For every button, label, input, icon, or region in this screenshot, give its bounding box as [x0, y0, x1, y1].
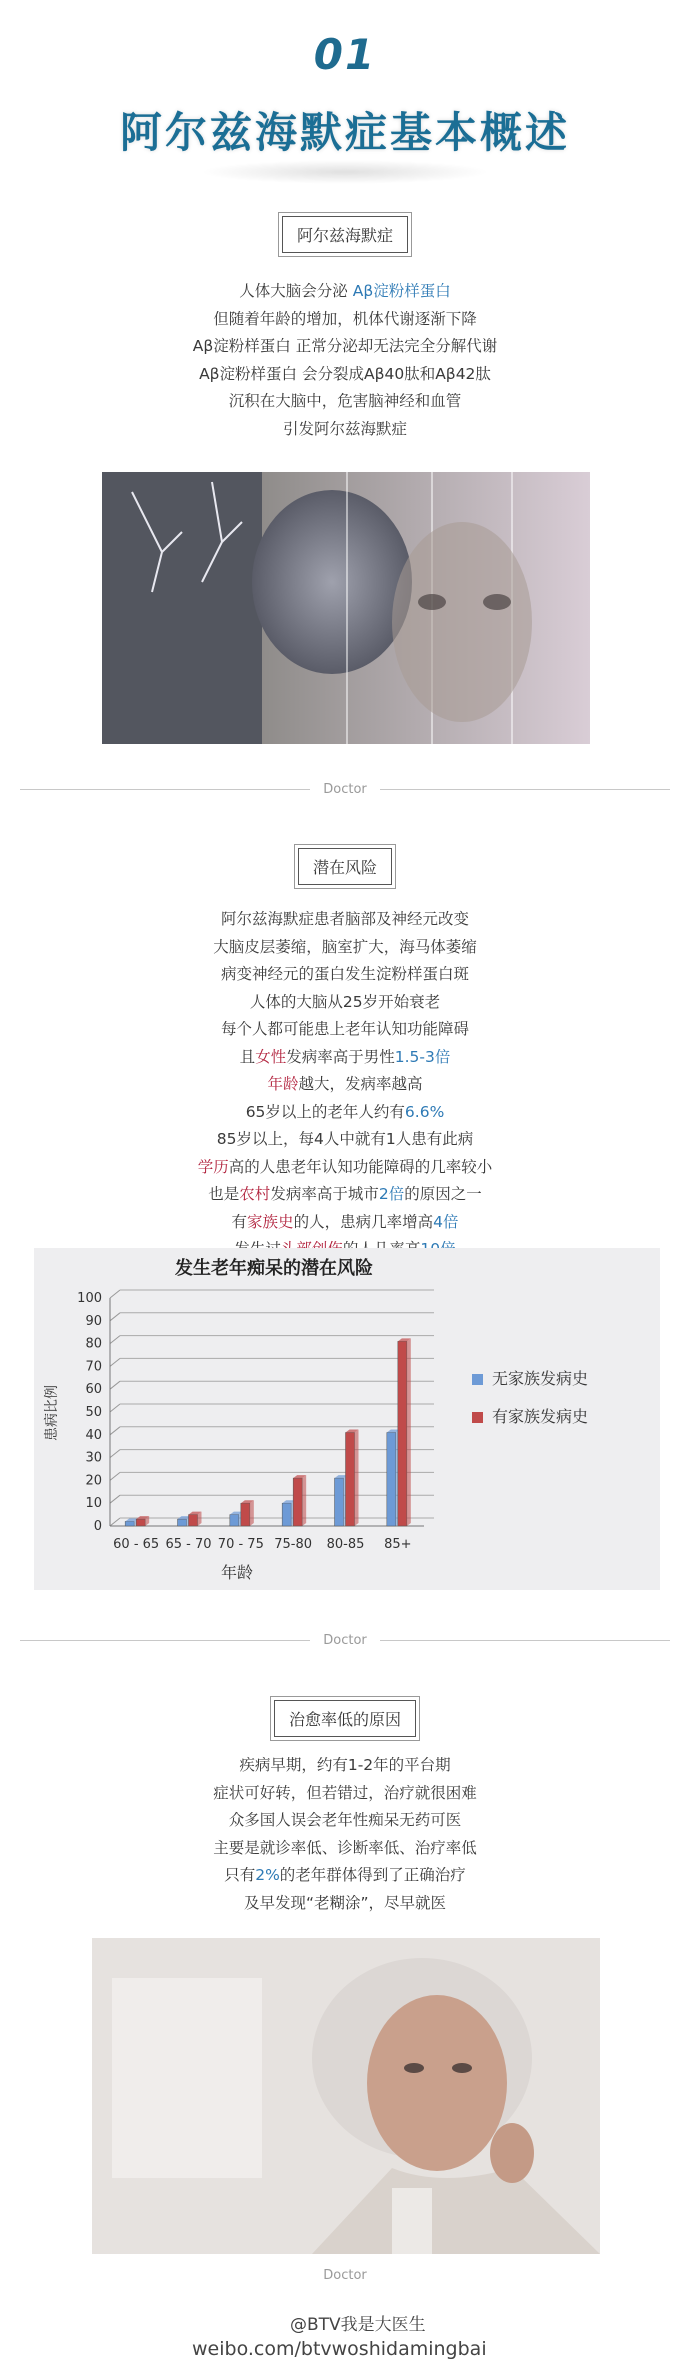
- divider-label: Doctor: [323, 782, 367, 797]
- y-tick-label: 20: [85, 1473, 102, 1489]
- text-line: [0, 1862, 690, 1890]
- section-title-label: 治愈率低的原因: [274, 1700, 416, 1737]
- bar-family-history: [398, 1341, 407, 1526]
- bar-side: [407, 1338, 411, 1526]
- gridline-diag: [110, 1381, 120, 1389]
- line-text: 的老年群体得到了正确治疗: [279, 1866, 466, 1884]
- y-tick-label: 100: [77, 1291, 102, 1306]
- chart-title: 发生老年痴呆的潜在风险: [175, 1258, 373, 1279]
- bar-side: [250, 1500, 254, 1526]
- text-line: [0, 416, 690, 444]
- gridline-diag: [110, 1472, 120, 1480]
- y-tick-label: 90: [85, 1313, 102, 1329]
- gridline-diag: [110, 1495, 120, 1503]
- line-text: 的原因之一: [404, 1185, 482, 1203]
- line-text: 且: [239, 1047, 256, 1066]
- text-line: [0, 1780, 690, 1808]
- highlight-text: Aβ淀粉样蛋白: [352, 282, 451, 300]
- text-line: [0, 1209, 690, 1237]
- y-tick-label: 80: [85, 1336, 102, 1352]
- divider-doctor: [20, 782, 670, 796]
- bar-family-history: [241, 1503, 250, 1526]
- risk-bar-chart: [34, 1248, 660, 1590]
- text-line: [0, 278, 690, 306]
- text-line: [0, 1099, 690, 1127]
- text-line: [0, 1807, 690, 1835]
- text-line: [0, 361, 690, 389]
- highlight-text: 学历: [197, 1157, 229, 1176]
- elderly-woman-taking-pill-photo: [92, 1938, 600, 2254]
- text-line: [0, 1016, 690, 1044]
- y-tick-label: 70: [85, 1359, 102, 1375]
- x-tick-label: 80-85: [326, 1537, 365, 1552]
- line-text: 每个人都可能患上老年认知功能障碍: [220, 1020, 469, 1038]
- bar-family-history: [293, 1478, 302, 1526]
- highlight-text: 年龄: [267, 1075, 299, 1093]
- line-text: 65岁以上的老年人约有: [245, 1102, 405, 1121]
- line-text: 大脑皮层萎缩，脑室扩大，海马体萎缩: [213, 937, 477, 956]
- text-line: [0, 1752, 690, 1780]
- elderly-woman-illustration: [92, 1938, 600, 2254]
- brain-aging-photo: [102, 472, 590, 744]
- highlight-text: 1.5-3倍: [394, 1047, 451, 1066]
- x-tick-label: 70 - 75: [217, 1537, 264, 1552]
- line-text: 越大，发病率越高: [298, 1075, 423, 1093]
- section-title-risk: [0, 848, 690, 885]
- text-line: [0, 388, 690, 416]
- line-text: 但随着年龄的增加，机体代谢逐渐下降: [213, 309, 477, 328]
- bar-no-family-history: [282, 1503, 291, 1526]
- x-tick-label: 65 - 70: [165, 1537, 212, 1552]
- line-text: 也是: [208, 1185, 240, 1203]
- chart-backwall: [110, 1290, 434, 1298]
- bar-no-family-history: [178, 1519, 187, 1526]
- legend-label: 有家族发病史: [492, 1407, 589, 1426]
- bar-side: [355, 1430, 359, 1526]
- line-text: 引发阿尔兹海默症: [282, 419, 407, 438]
- highlight-text: 6.6%: [404, 1102, 445, 1121]
- highlight-text: 女性: [255, 1047, 287, 1066]
- gridline-diag: [110, 1313, 120, 1321]
- line-text: 人体的大脑从25岁开始衰老: [249, 992, 441, 1011]
- y-tick-label: 0: [93, 1519, 102, 1534]
- line-text: 及早发现“老糊涂”，尽早就医: [243, 1893, 447, 1912]
- text-line: [0, 306, 690, 334]
- bar-family-history: [189, 1515, 198, 1526]
- line-text: 高的人患老年认知功能障碍的几率较小: [228, 1157, 493, 1176]
- text-line: [0, 1044, 690, 1072]
- bar-no-family-history: [387, 1433, 396, 1526]
- section-number: 01: [313, 30, 377, 79]
- line-text: 人体大脑会分泌: [239, 282, 353, 300]
- line-text: Aβ淀粉样蛋白 会分裂成Aβ40肽和Aβ42肽: [199, 364, 491, 383]
- highlight-text: 家族史: [247, 1212, 294, 1231]
- highlight-text: 4倍: [433, 1212, 459, 1231]
- y-tick-label: 50: [85, 1405, 102, 1420]
- divider-doctor: [20, 2268, 670, 2282]
- gridline-diag: [110, 1290, 120, 1298]
- divider-label: Doctor: [323, 2268, 367, 2283]
- bar-no-family-history: [335, 1478, 344, 1526]
- y-tick-label: 40: [85, 1427, 102, 1443]
- risk-chart-panel: [34, 1248, 660, 1590]
- page-title: 阿尔兹海默症基本概述: [119, 108, 570, 157]
- text-line: [0, 1890, 690, 1918]
- x-tick-label: 85+: [384, 1537, 412, 1552]
- y-tick-label: 30: [85, 1450, 102, 1466]
- section1-text: [0, 278, 690, 443]
- line-text: 阿尔兹海默症患者脑部及神经元改变: [220, 910, 469, 928]
- text-line: [0, 906, 690, 934]
- line-text: 症状可好转，但若错过，治疗就很困难: [213, 1783, 477, 1802]
- highlight-text: 2%: [255, 1866, 280, 1884]
- section-title-low-cure-rate: [0, 1700, 690, 1737]
- gridline-diag: [110, 1518, 120, 1526]
- y-tick-label: 10: [85, 1496, 102, 1512]
- line-text: 发病率高于城市: [270, 1185, 379, 1203]
- gridline-diag: [110, 1404, 120, 1412]
- line-text: 疾病早期，约有1-2年的平台期: [239, 1756, 451, 1774]
- x-axis-label: 年龄: [220, 1563, 254, 1582]
- text-line: [0, 1835, 690, 1863]
- line-text: 发病率高于男性: [286, 1047, 395, 1066]
- gridline-diag: [110, 1427, 120, 1435]
- weibo-url: weibo.com/btvwoshidamingbai: [192, 2338, 487, 2360]
- x-tick-label: 75-80: [274, 1537, 313, 1552]
- bar-family-history: [346, 1433, 355, 1526]
- legend-swatch: [472, 1374, 483, 1385]
- line-text: 病变神经元的蛋白发生淀粉样蛋白斑: [220, 965, 469, 983]
- bar-no-family-history: [125, 1521, 134, 1526]
- text-line: [0, 1154, 690, 1182]
- line-text: 众多国人误会老年性痴呆无药可医: [228, 1811, 462, 1829]
- text-line: [0, 989, 690, 1017]
- section-title-label: 潜在风险: [298, 848, 392, 885]
- highlight-text: 2倍: [378, 1185, 405, 1203]
- gridline-diag: [110, 1358, 120, 1366]
- text-line: [0, 934, 690, 962]
- text-line: [0, 333, 690, 361]
- brain-aging-illustration: [102, 472, 590, 744]
- line-text: 的人，患病几率增高: [293, 1212, 434, 1231]
- section3-text: [0, 1752, 690, 1917]
- gridline-diag: [110, 1450, 120, 1458]
- text-line: [0, 1181, 690, 1209]
- line-text: 85岁以上，每4人中就有1人患有此病: [216, 1130, 474, 1148]
- weibo-account: @BTV我是大医生: [290, 2315, 426, 2335]
- bar-family-history: [136, 1519, 145, 1526]
- section-title-label: 阿尔兹海默症: [282, 216, 408, 253]
- line-text: 有: [231, 1212, 248, 1231]
- line-text: Aβ淀粉样蛋白 正常分泌却无法完全分解代谢: [192, 337, 498, 355]
- y-axis-label: 患病比例: [44, 1385, 60, 1441]
- gridline-diag: [110, 1336, 120, 1344]
- title-shadow-decoration: [200, 160, 490, 184]
- legend-label: 无家族发病史: [492, 1369, 589, 1388]
- section2-text: [0, 906, 690, 1264]
- x-tick-label: 60 - 65: [113, 1537, 160, 1552]
- line-text: 主要是就诊率低、诊断率低、治疗率低: [213, 1838, 477, 1857]
- highlight-text: 农村: [239, 1185, 271, 1203]
- section-title-alzheimers: [0, 216, 690, 253]
- bar-no-family-history: [230, 1515, 239, 1526]
- divider-doctor: [20, 1633, 670, 1647]
- legend-swatch: [472, 1412, 483, 1423]
- y-tick-label: 60: [85, 1382, 102, 1398]
- bar-side: [302, 1475, 306, 1526]
- text-line: [0, 1126, 690, 1154]
- text-line: [0, 961, 690, 989]
- divider-label: Doctor: [323, 1633, 367, 1648]
- line-text: 只有: [224, 1866, 256, 1884]
- text-line: [0, 1071, 690, 1099]
- line-text: 沉积在大脑中，危害脑神经和血管: [228, 392, 462, 410]
